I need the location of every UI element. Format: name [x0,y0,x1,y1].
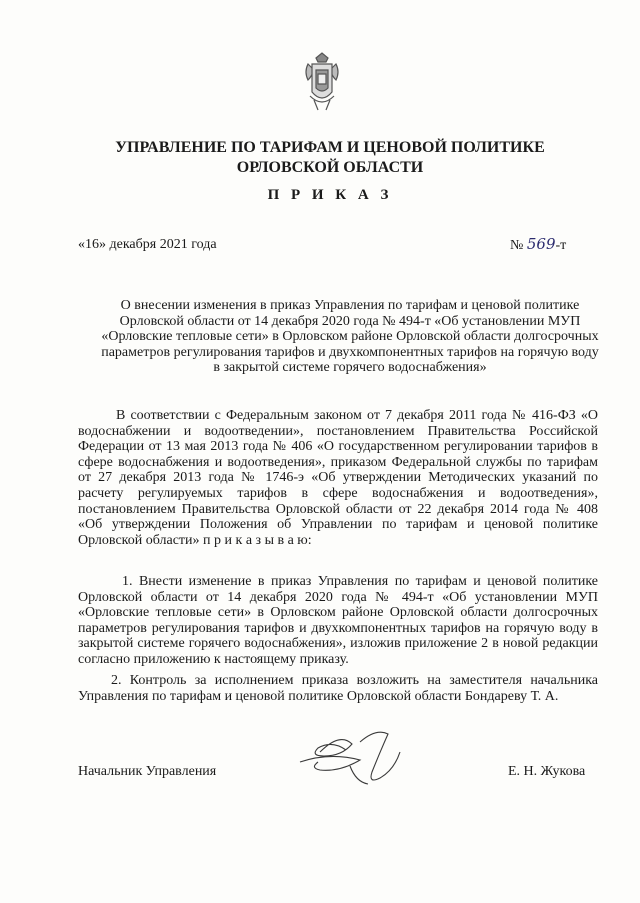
signatory-name: Е. Н. Жукова [508,764,586,779]
document-date: «16» декабря 2021 года [78,237,217,252]
coat-of-arms-icon [302,52,342,114]
number-handwritten: 569 [526,235,556,253]
org-title-line1: УПРАВЛЕНИЕ ПО ТАРИФАМ И ЦЕНОВОЙ ПОЛИТИКЕ [115,139,545,156]
org-title-line2: ОРЛОВСКОЙ ОБЛАСТИ [236,159,424,176]
number-suffix: -т [555,238,567,253]
preamble-paragraph [78,408,598,548]
item-1-paragraph [78,574,598,668]
number-prefix: № [510,238,524,253]
handwritten-signature [280,722,420,794]
item-1-text: 1. Внести изменение в приказ Управления по тарифам и ценовой политике Орловской области от 14 декабря 2020 года № 494-т «Об установлении МУП «Орловские тепловые сети» в Орловском районе Орловской области долгосрочных параметров регулирования тарифов и двухкомпонентных тарифов на горячую воду в закрытой системе горячего водоснабжения», изложив приложение 2 в новой редакции согласно приложению к настоящему приказу. [78,574,598,667]
signatory-position: Начальник Управления [78,764,217,779]
item-2-text: 2. Контроль за исполнением приказа возложить на заместителя начальника Управления по тарифам и ценовой политике Орловской области Бондареву Т. А. [78,673,598,704]
document-number [510,235,566,254]
preamble-text: В соответствии с Федеральным законом от 7 декабря 2011 года № 416-ФЗ «О водоснабжении и водоотведении», постановлением Правительства Российской Федерации от 13 мая 2013 года № 406 «О государственном регулировании тарифов в сфере водоснабжения и водоотведения», приказом Федеральной службы по тарифам от 27 декабря 2013 года № 1746-э «Об утверждении Методических указаний по расчету регулируемых тарифов в сфере водоснабжения и водоотведения», постановлением Правительства Орловской области от 22 декабря 2014 года № 408 «Об утверждении Положения об Управлении по тарифам и ценовой политике Орловской области» п р и к а з ы в а ю: [78,408,598,548]
document-type: П Р И К А З [267,187,393,203]
item-2-paragraph [78,673,598,704]
document-subject: О внесении изменения в приказ Управления по тарифам и ценовой политике Орловской области от 14 декабря 2020 года № 494-т «Об установлении МУП «Орловские тепловые сети» в Орловском районе Орловской области долгосрочных параметров регулирования тарифов и двухкомпонентных тарифов на горячую воду в закрытой системе горячего водоснабжения» [101,298,599,376]
